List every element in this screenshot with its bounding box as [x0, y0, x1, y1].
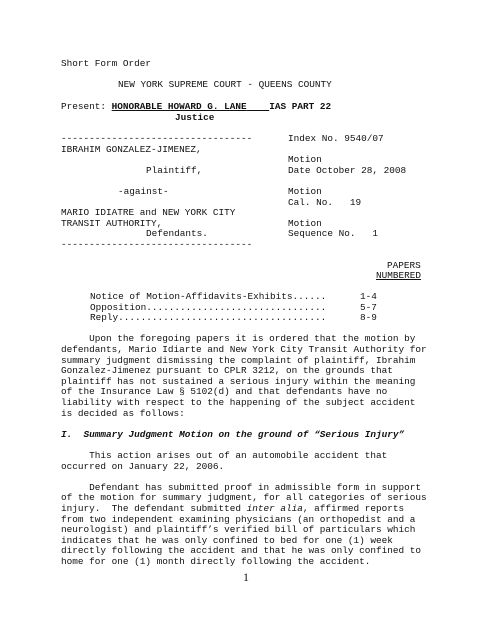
body-line: of the Insurance Law § 5102(d) and that defendants have no	[61, 386, 388, 397]
body-line: Gonzalez-Jimenez pursuant to CPLR 3212, on the grounds that	[61, 365, 393, 376]
body-line: Defendant has submitted proof in admissible form in support	[61, 482, 422, 493]
numbered-head: NUMBERED	[376, 270, 422, 281]
motion-date: Date October 28, 2008	[288, 165, 407, 176]
defendant-role: Defendants.	[146, 228, 208, 239]
body-line: is decided as follows:	[61, 408, 185, 419]
body-line: directly following the accident and that he was only confined to	[61, 545, 422, 556]
page-number: 1	[243, 570, 249, 584]
papers-row-value: 8-9	[360, 312, 377, 323]
plaintiff-name: IBRAHIM GONZALEZ-JIMENEZ,	[61, 144, 202, 155]
papers-row-label: Reply.....................................	[90, 312, 327, 323]
papers-row-label: Opposition................................	[90, 302, 327, 313]
caption-rule-top: ----------------------------------	[61, 133, 253, 144]
body-line: liability with respect to the happening of the subject accident	[61, 397, 416, 408]
body-line: occurred on January 22, 2006.	[61, 461, 225, 472]
body-line: indicates that he was only confined to bed for one (1) week	[61, 535, 393, 546]
caption-rule-bottom: ----------------------------------	[61, 239, 253, 250]
papers-head: PAPERS	[387, 260, 421, 271]
motion-seq-number: Sequence No. 1	[288, 228, 379, 239]
papers-row-value: 5-7	[360, 302, 377, 313]
motion-seq-label: Motion	[288, 218, 322, 229]
motion-cal-number: Cal. No. 19	[288, 197, 362, 208]
body-line: This action arises out of an automobile accident that	[61, 450, 388, 461]
plaintiff-role: Plaintiff,	[146, 165, 203, 176]
body-line: Upon the foregoing papers it is ordered that the motion by	[61, 333, 416, 344]
motion-date-label: Motion	[288, 154, 322, 165]
body-line: plaintiff has not sustained a serious injury within the meaning	[61, 376, 416, 387]
court-name: NEW YORK SUPREME COURT - QUEENS COUNTY	[118, 79, 332, 90]
body-line: defendants, Mario Idiarte and New York City Transit Authority for	[61, 344, 427, 355]
inter-alia: inter alia	[246, 503, 303, 514]
body-line: home for one (1) month directly following the accident.	[61, 556, 371, 567]
papers-row-value: 1-4	[360, 291, 377, 302]
justice-title: Justice	[175, 112, 215, 123]
papers-row-label: Notice of Motion-Affidavits-Exhibits......	[90, 291, 327, 302]
index-number: Index No. 9540/07	[288, 133, 384, 144]
body-line: summary judgment dismissing the complaint of plaintiff, Ibrahim	[61, 355, 416, 366]
present-label: Present:	[61, 101, 107, 112]
present-line	[61, 102, 331, 113]
defendant-line-2: TRANSIT AUTHORITY,	[61, 218, 163, 229]
defendant-line-1: MARIO IDIATRE and NEW YORK CITY	[61, 207, 236, 218]
short-form-label: Short Form Order	[61, 58, 152, 69]
body-line: neurologist) and plaintiff’s verified bill of particulars which	[61, 524, 416, 535]
against-label: -against-	[118, 186, 169, 197]
motion-cal-label: Motion	[288, 186, 322, 197]
judge-name: HONORABLE HOWARD G. LANE	[111, 101, 247, 112]
body-line: of the motion for summary judgment, for all categories of serious	[61, 492, 427, 503]
ias-part: IAS PART 22	[269, 101, 332, 112]
body-line: injury. The defendant submitted inter alia, affirmed reports	[61, 503, 405, 514]
section-heading: I. Summary Judgment Motion on the ground of “Serious Injury”	[61, 429, 405, 440]
body-line: from two independent examining physicians (an orthopedist and a	[61, 514, 416, 525]
